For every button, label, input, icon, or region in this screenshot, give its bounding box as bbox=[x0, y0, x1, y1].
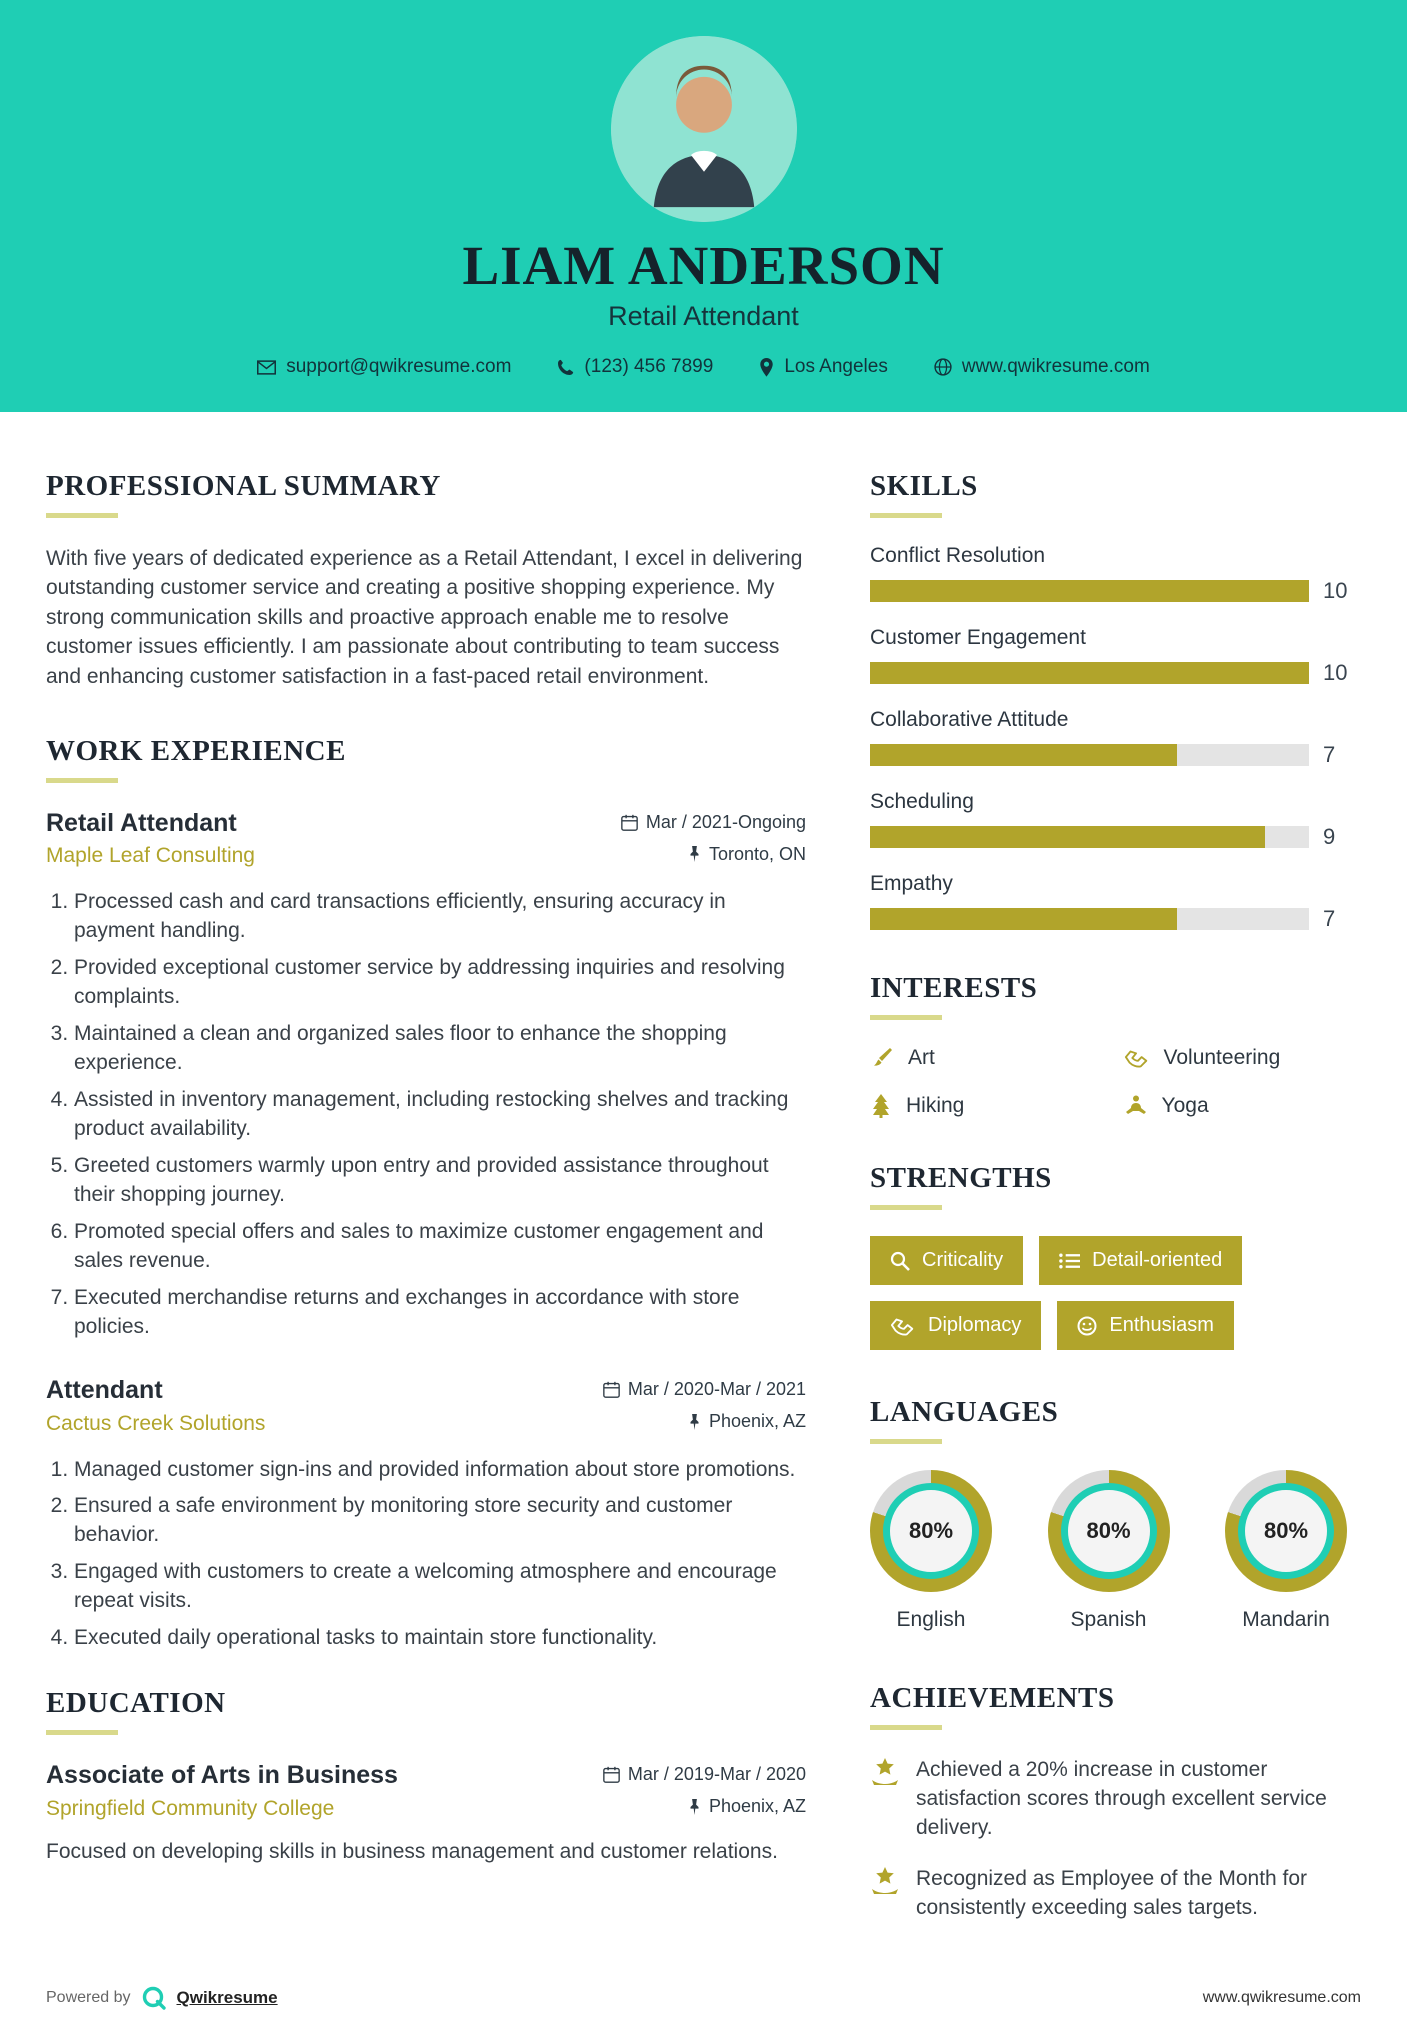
interest-item bbox=[1124, 1046, 1358, 1070]
job-bullet: 6. Promoted special offers and sales to maximize customer engagement and sales revenue. bbox=[74, 1218, 806, 1276]
job-bullet: 3. Engaged with customers to create a welcoming atmosphere and encourage repeat visits. bbox=[74, 1558, 806, 1616]
header bbox=[0, 0, 1407, 412]
job-location bbox=[688, 844, 806, 865]
education-dates bbox=[603, 1764, 806, 1785]
skill-label: Empathy bbox=[870, 872, 953, 895]
experience-heading: WORK EXPERIENCE bbox=[46, 734, 346, 767]
skill-item bbox=[870, 790, 1357, 850]
skill-bar-fill bbox=[870, 744, 1177, 766]
contact-row bbox=[0, 356, 1407, 378]
contact-phone-text: (123) 456 7899 bbox=[584, 356, 714, 377]
skill-bar-fill bbox=[870, 826, 1265, 848]
contact-location-text: Los Angeles bbox=[784, 356, 888, 377]
education-entry bbox=[46, 1761, 806, 1866]
magnifier-icon bbox=[890, 1251, 910, 1271]
strength-chip bbox=[870, 1236, 1023, 1285]
email-icon bbox=[257, 360, 276, 375]
skill-bar-fill bbox=[870, 908, 1177, 930]
language-percent: 80% bbox=[883, 1483, 979, 1579]
heading-underline bbox=[870, 1725, 942, 1730]
left-column bbox=[46, 470, 806, 1945]
achievement-text: Recognized as Employee of the Month for consistently exceeding sales targets. bbox=[916, 1866, 1308, 1919]
job-entry bbox=[46, 809, 806, 1342]
skill-value: 7 bbox=[1323, 742, 1336, 767]
skill-label: Conflict Resolution bbox=[870, 544, 1046, 567]
calendar-icon bbox=[621, 814, 638, 831]
skill-label: Customer Engagement bbox=[870, 626, 1086, 649]
interests-list bbox=[870, 1046, 1357, 1118]
yoga-icon bbox=[1124, 1094, 1148, 1118]
interest-label: Art bbox=[908, 1046, 935, 1069]
handshake-icon bbox=[1124, 1048, 1150, 1068]
skill-bar bbox=[870, 908, 1309, 930]
education-heading: EDUCATION bbox=[46, 1687, 226, 1720]
location-pin-icon bbox=[759, 358, 774, 377]
language-percent: 80% bbox=[1061, 1483, 1157, 1579]
list-icon bbox=[1059, 1252, 1080, 1270]
contact-email-text: support@qwikresume.com bbox=[286, 356, 512, 377]
footer bbox=[0, 1945, 1407, 2037]
job-entry bbox=[46, 1376, 806, 1653]
achievement-item bbox=[870, 1756, 1357, 1843]
contact-email[interactable] bbox=[257, 356, 511, 378]
education-description: Focused on developing skills in business management and customer relations. bbox=[46, 1839, 778, 1863]
job-bullet: 3. Maintained a clean and organized sales floor to enhance the shopping experience. bbox=[74, 1020, 806, 1078]
skill-value: 10 bbox=[1323, 660, 1348, 685]
job-location bbox=[688, 1411, 806, 1432]
summary-text: With five years of dedicated experience as a Retail Attendant, I excel in delivering outstanding customer service and creating a positive shopping experience. My strong communication skills and proactive approach enable me to resolve customer issues efficiently. I am passionate about contributing to team success and enhancing customer satisfaction in a fast-paced retail environment. bbox=[46, 547, 803, 688]
strength-label: Criticality bbox=[922, 1249, 1004, 1271]
education-dates-text: Mar / 2019-Mar / 2020 bbox=[627, 1764, 806, 1785]
achievement-text: Achieved a 20% increase in customer satisfaction scores through excellent service delivery. bbox=[916, 1758, 1327, 1839]
avatar bbox=[611, 36, 797, 222]
powered-by-text: Powered by bbox=[46, 1988, 131, 2006]
job-title-text: Attendant bbox=[46, 1376, 163, 1405]
strength-chip bbox=[1057, 1301, 1234, 1350]
skill-bar bbox=[870, 826, 1309, 848]
interests-heading: INTERESTS bbox=[870, 972, 1038, 1004]
profile-photo-placeholder bbox=[611, 36, 797, 222]
language-donut-chart bbox=[870, 1470, 992, 1592]
job-dates bbox=[621, 812, 806, 833]
education-location-text: Phoenix, AZ bbox=[708, 1796, 806, 1817]
job-bullet: 4. Executed daily operational tasks to maintain store functionality. bbox=[74, 1624, 806, 1653]
job-dates bbox=[603, 1379, 806, 1400]
job-bullet: 4. Assisted in inventory management, including restocking shelves and tracking product availability. bbox=[74, 1086, 806, 1144]
strength-chip bbox=[870, 1301, 1041, 1350]
language-donut-chart bbox=[1225, 1470, 1347, 1592]
achievements-heading: ACHIEVEMENTS bbox=[870, 1682, 1115, 1714]
heading-underline bbox=[870, 513, 942, 518]
language-label: Spanish bbox=[1070, 1608, 1147, 1631]
job-bullet: 1. Processed cash and card transactions efficiently, ensuring accuracy in payment handling. bbox=[74, 888, 806, 946]
skill-bar-fill bbox=[870, 662, 1309, 684]
language-label: English bbox=[896, 1608, 966, 1631]
contact-location bbox=[759, 356, 888, 378]
heading-underline bbox=[46, 513, 118, 518]
skills-heading: SKILLS bbox=[870, 470, 978, 502]
strength-label: Detail-oriented bbox=[1092, 1249, 1223, 1271]
interest-label: Yoga bbox=[1161, 1094, 1209, 1117]
language-donut-chart bbox=[1048, 1470, 1170, 1592]
globe-icon bbox=[934, 358, 952, 376]
interest-label: Hiking bbox=[906, 1094, 965, 1117]
summary-heading: PROFESSIONAL SUMMARY bbox=[46, 470, 441, 502]
qwikresume-brand-link[interactable]: Qwikresume bbox=[176, 1987, 278, 2007]
interest-label: Volunteering bbox=[1163, 1046, 1281, 1069]
skill-value: 10 bbox=[1323, 578, 1348, 603]
interest-item bbox=[870, 1094, 1104, 1118]
job-bullet: 7. Executed merchandise returns and exchanges in accordance with store policies. bbox=[74, 1284, 806, 1342]
job-title-text: Retail Attendant bbox=[46, 808, 237, 837]
strengths-heading: STRENGTHS bbox=[870, 1162, 1052, 1194]
interest-item bbox=[1124, 1094, 1358, 1118]
pushpin-icon bbox=[688, 1799, 701, 1815]
qwikresume-logo-icon bbox=[141, 1985, 167, 2011]
skill-label: Collaborative Attitude bbox=[870, 708, 1069, 731]
job-bullet: 2. Provided exceptional customer service by addressing inquiries and resolving complaints. bbox=[74, 954, 806, 1012]
contact-phone[interactable] bbox=[557, 356, 713, 378]
heading-underline bbox=[870, 1205, 942, 1210]
language-label: Mandarin bbox=[1242, 1608, 1330, 1631]
company-name: Maple Leaf Consulting bbox=[46, 844, 255, 868]
language-item bbox=[870, 1470, 992, 1632]
smiley-icon bbox=[1077, 1316, 1097, 1336]
job-bullet: 1. Managed customer sign-ins and provided information about store promotions. bbox=[74, 1456, 806, 1485]
strength-label: Enthusiasm bbox=[1109, 1314, 1214, 1336]
footer-brand-group bbox=[46, 1985, 278, 2011]
languages-heading: LANGUAGES bbox=[870, 1396, 1059, 1428]
job-bullet: 5. Greeted customers warmly upon entry and provided assistance throughout their shopping journey. bbox=[74, 1152, 806, 1210]
job-location-text: Toronto, ON bbox=[708, 843, 806, 864]
achievement-item bbox=[870, 1865, 1357, 1923]
heading-underline bbox=[870, 1015, 942, 1020]
heading-underline bbox=[46, 1730, 118, 1735]
skill-item bbox=[870, 544, 1357, 604]
contact-website[interactable] bbox=[934, 356, 1150, 378]
skill-label: Scheduling bbox=[870, 790, 974, 813]
skill-bar bbox=[870, 662, 1309, 684]
skill-value: 9 bbox=[1323, 824, 1336, 849]
award-star-icon bbox=[870, 1867, 900, 1895]
footer-website-link[interactable]: www.qwikresume.com bbox=[1202, 1988, 1361, 2006]
paintbrush-icon bbox=[870, 1046, 894, 1070]
language-percent: 80% bbox=[1238, 1483, 1334, 1579]
interest-item bbox=[870, 1046, 1104, 1070]
job-bullets bbox=[46, 888, 806, 1342]
job-dates-text: Mar / 2020-Mar / 2021 bbox=[627, 1379, 806, 1400]
skill-item bbox=[870, 626, 1357, 686]
award-star-icon bbox=[870, 1758, 900, 1786]
skill-item bbox=[870, 708, 1357, 768]
name: LIAM ANDERSON bbox=[462, 235, 945, 296]
education-location bbox=[688, 1796, 806, 1817]
skill-item bbox=[870, 872, 1357, 932]
strengths-list bbox=[870, 1236, 1357, 1350]
skill-bar-fill bbox=[870, 580, 1309, 602]
calendar-icon bbox=[603, 1381, 620, 1398]
school-name: Springfield Community College bbox=[46, 1796, 335, 1820]
calendar-icon bbox=[603, 1766, 620, 1783]
main-content bbox=[0, 412, 1407, 1945]
skill-bar bbox=[870, 744, 1309, 766]
job-dates-text: Mar / 2021-Ongoing bbox=[645, 811, 806, 832]
heading-underline bbox=[46, 778, 118, 783]
handshake-icon bbox=[890, 1316, 916, 1336]
strength-label: Diplomacy bbox=[928, 1314, 1022, 1336]
contact-website-text: www.qwikresume.com bbox=[961, 356, 1150, 377]
skill-value: 7 bbox=[1323, 906, 1336, 931]
pushpin-icon bbox=[688, 1414, 701, 1430]
languages-list bbox=[870, 1470, 1357, 1632]
job-bullet: 2. Ensured a safe environment by monitoring store security and customer behavior. bbox=[74, 1492, 806, 1550]
skill-bar bbox=[870, 580, 1309, 602]
degree-text: Associate of Arts in Business bbox=[46, 1761, 398, 1790]
phone-icon bbox=[557, 359, 574, 376]
right-column bbox=[870, 470, 1357, 1945]
job-location-text: Phoenix, AZ bbox=[708, 1411, 806, 1432]
heading-underline bbox=[870, 1439, 942, 1444]
pushpin-icon bbox=[688, 846, 701, 862]
job-title: Retail Attendant bbox=[608, 301, 799, 331]
language-item bbox=[1225, 1470, 1347, 1632]
strength-chip bbox=[1039, 1236, 1242, 1285]
tree-icon bbox=[870, 1094, 892, 1118]
company-name: Cactus Creek Solutions bbox=[46, 1411, 266, 1435]
language-item bbox=[1048, 1470, 1170, 1632]
job-bullets bbox=[46, 1456, 806, 1654]
